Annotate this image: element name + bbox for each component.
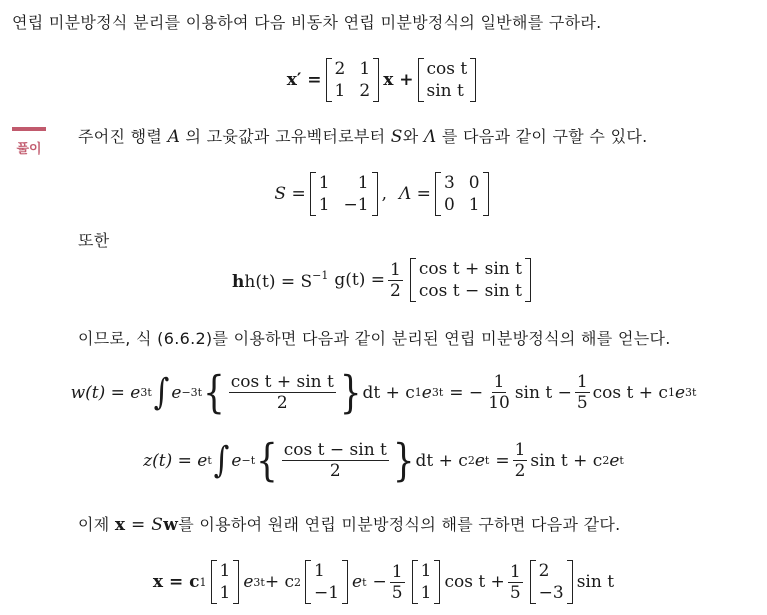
x-plus: x + (383, 70, 414, 90)
vector-g: cos t sin t (418, 58, 477, 102)
problem-equation (0, 58, 767, 102)
badge-label: 풀이 (16, 142, 42, 157)
vector-h: cos t + sin t cos t − sin t (410, 258, 531, 302)
matrix-lambda: 3 0 0 1 (435, 172, 489, 216)
vector-v4: 2 −3 (530, 560, 573, 604)
vector-v1: 1 1 (211, 560, 240, 604)
vector-v3: 1 1 (412, 560, 441, 604)
now-text: 이제 x = Sw를 이용하여 원래 연립 미분방정식의 해를 구하면 다음과 같다. (78, 515, 621, 535)
problem-statement: 연립 미분방정식 분리를 이용하여 다음 비동차 연립 미분방정식의 일반해를 구하라. (12, 13, 602, 32)
matrix-a: 2 1 1 2 (326, 58, 380, 102)
solution-badge (12, 127, 46, 157)
z-equation: z(t) = e t ∫ e −t { $\frac{\text{cos t − sin t}}{2}$ } dt + c 2 e t = $\frac{1}{2}$ sin t + c 2 e t (143, 434, 624, 487)
final-equation: x = c 1 1 1 e 3t + c 2 1 −1 e t − $\frac{1}{5}$ 1 1 cos t + $\frac{1}{5}$ 2 −3 sin t (152, 561, 615, 603)
h-equation: $hh(t) = S^{-1}$ g(t) = $\frac{1}{2}$ cos t + sin t cos t − sin t (0, 258, 767, 302)
also-text: 또한 (78, 231, 110, 250)
therefore-text: 이므로, 식 (6.6.2)를 이용하면 다음과 같이 분리된 연립 미분방정식의 해를 얻는다. (78, 329, 671, 348)
matrix-s: 1 1 1 −1 (310, 172, 378, 216)
w-equation: w(t) = e 3t ∫ e −3t { $\frac{\text{cos t + sin t}}{2}$ } dt + c 1 e 3t = − $\frac{1}{10}$ sin t − $\frac{1}{5}$ cos t + c 1 e 3t (70, 366, 697, 419)
s-lambda-equation: S = 1 1 1 −1 , Λ = 3 0 0 1 (0, 172, 767, 216)
badge-bar (12, 127, 46, 131)
solution-intro: 주어진 행렬 A 의 고윳값과 고유벡터로부터 S와 Λ 를 다음과 같이 구할 수 있다. (78, 127, 648, 147)
eq-lhs: x′ = (286, 70, 322, 90)
vector-v2: 1 −1 (305, 560, 348, 604)
